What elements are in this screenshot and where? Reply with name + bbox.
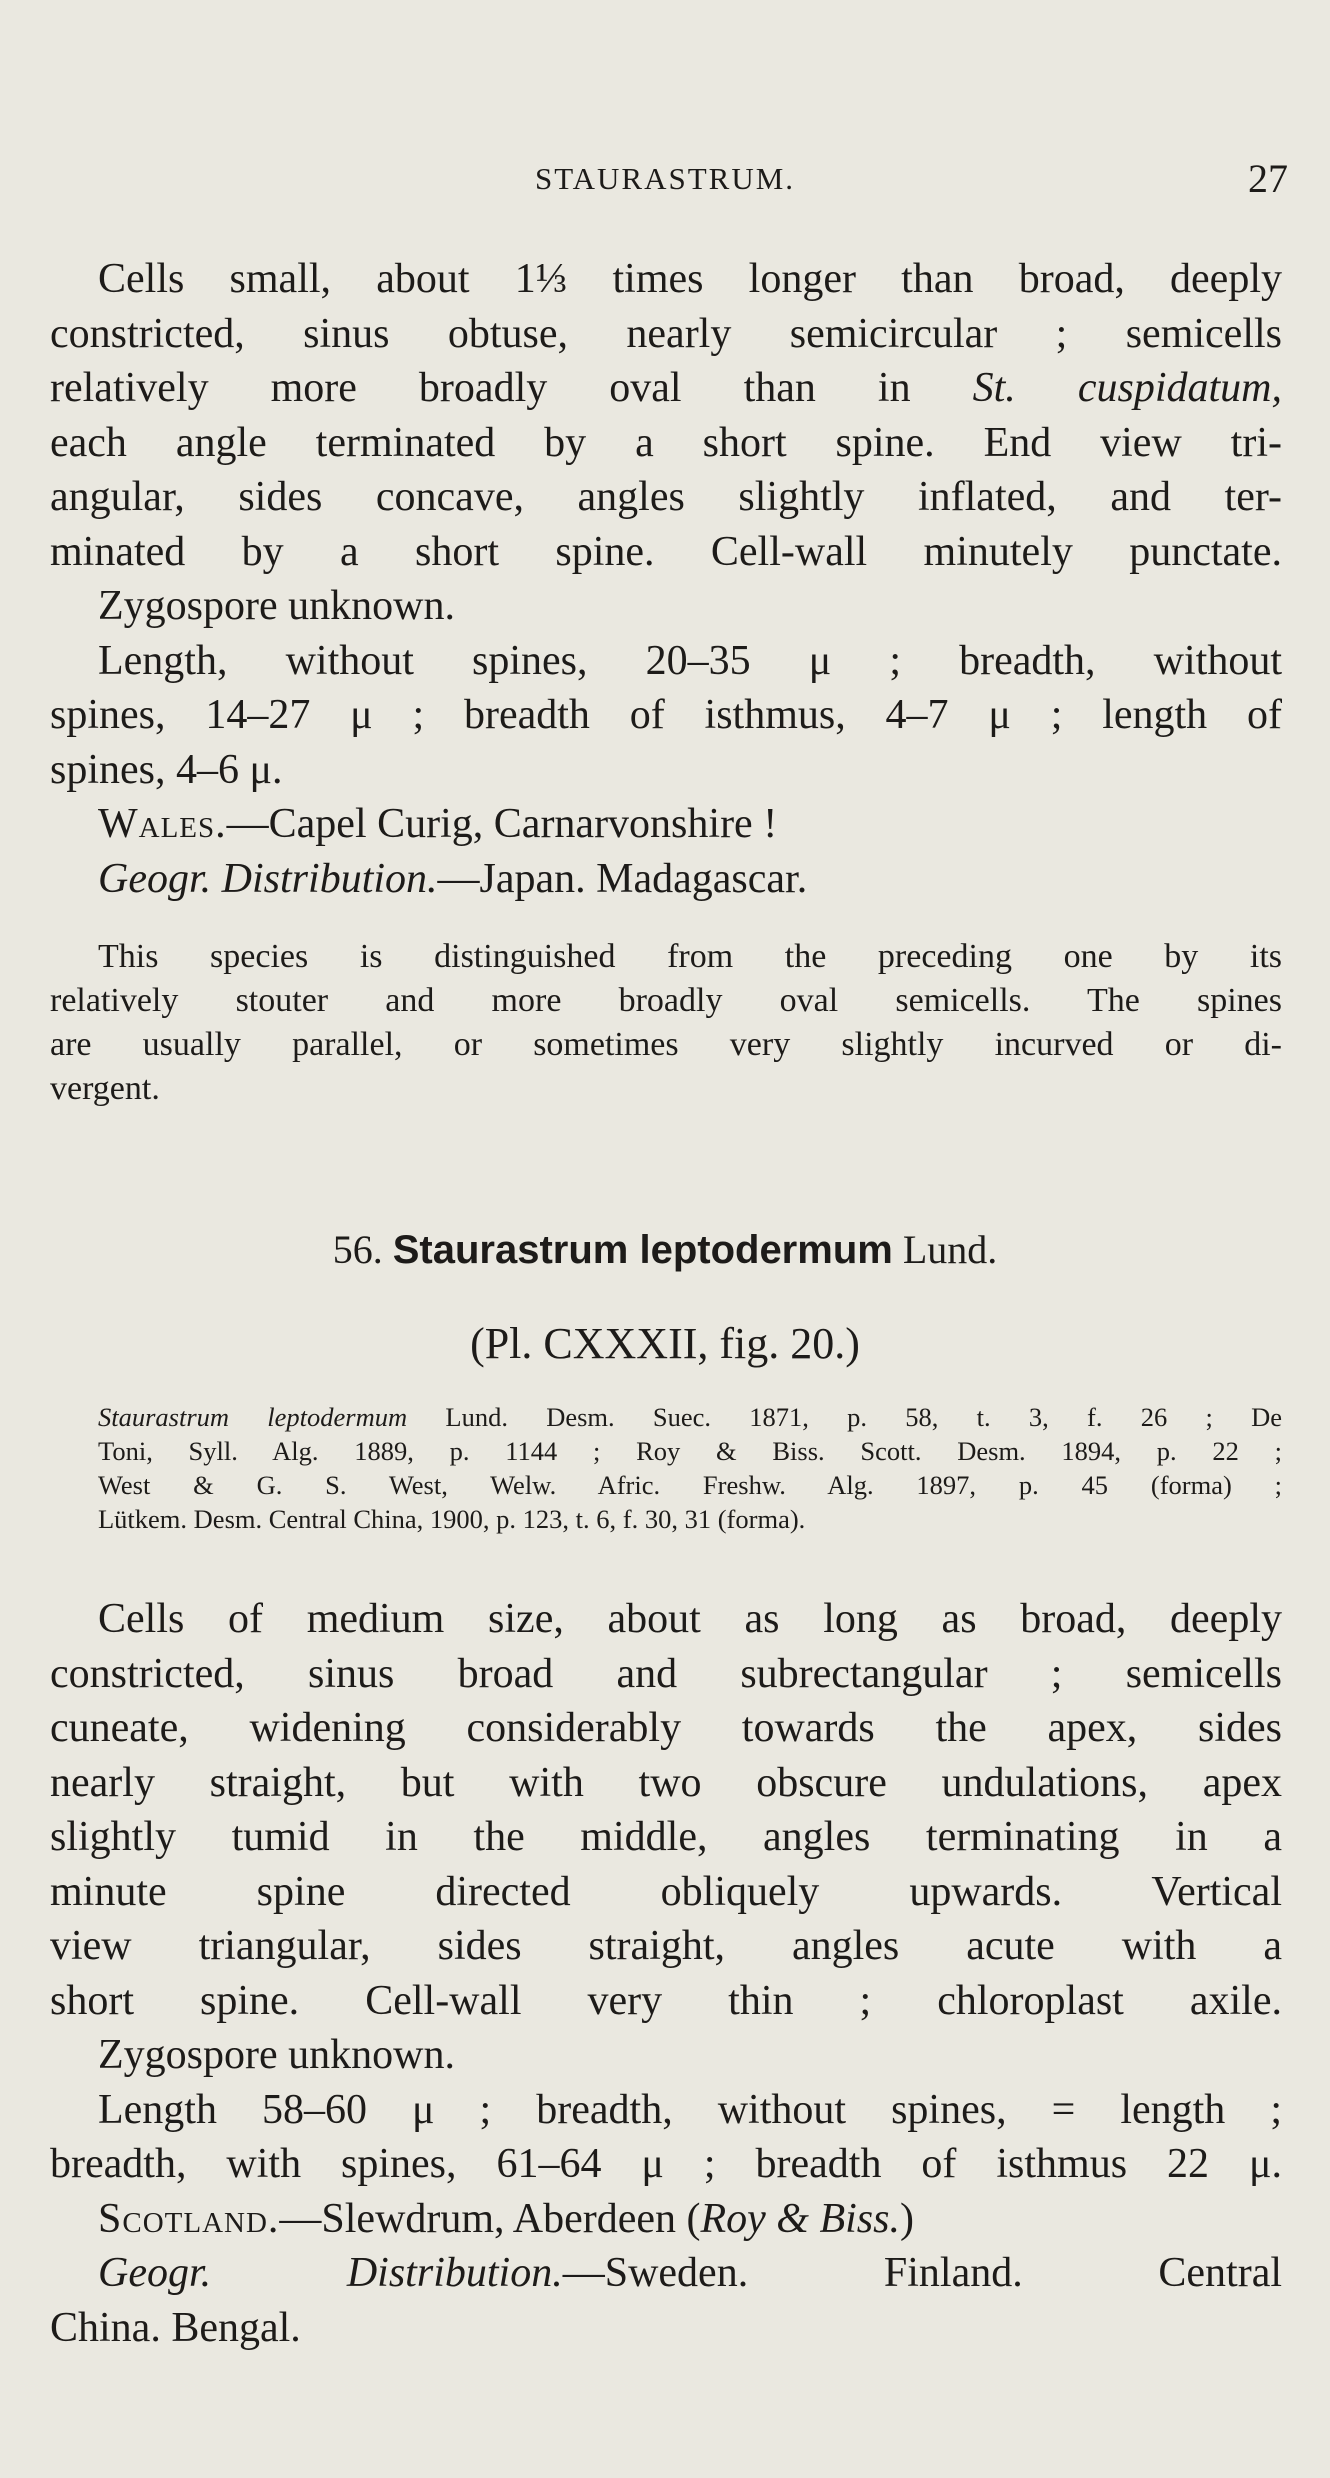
distribution-line: Geogr. Distribution.—Japan. Madagascar. <box>98 855 808 902</box>
species-author: Lund. <box>902 1227 998 1272</box>
distribution-line: China. Bengal. <box>50 2304 301 2351</box>
description-line: slightly tumid in the middle, angles terminating in a <box>50 1814 1282 1860</box>
description-line: minated by a short spine. Cell-wall minutely punctate. <box>50 528 1282 575</box>
plate-reference: (Pl. CXXXII, fig. 20.) <box>470 1319 860 1368</box>
locality-region: Wales. <box>98 801 227 847</box>
description-line: each angle terminated by a short spine. End view tri- <box>50 419 1282 466</box>
measurement-line: Length 58–60 μ ; breadth, without spines, = length ; <box>98 2086 1282 2133</box>
measurement-line: breadth, with spines, 61–64 μ ; breadth of isthmus 22 μ. <box>50 2141 1282 2187</box>
second-description <box>50 1592 1282 2355</box>
running-head <box>0 155 1330 205</box>
references <box>50 1400 1282 1536</box>
distribution-label: Geogr. Distribution. <box>98 2250 563 2296</box>
description-line: angular, sides concave, angles slightly inflated, and ter- <box>50 474 1282 520</box>
species-note <box>50 935 1282 1111</box>
locality-line: Scotland.—Slewdrum, Aberdeen (Roy & Biss.) <box>98 2195 914 2242</box>
description-line: short spine. Cell-wall very thin ; chloroplast axile. <box>50 1977 1282 2024</box>
zygospore-line: Zygospore unknown. <box>98 583 455 629</box>
description-line: cuneate, widening considerably towards the apex, sides <box>50 1705 1282 1751</box>
species-name: Staurastrum leptodermum <box>392 1228 893 1272</box>
locality-region: Scotland. <box>98 2195 280 2242</box>
reference-line: Staurastrum leptodermum Lund. Desm. Suec. 1871, p. 58, t. 3, f. 26 ; De <box>98 1402 1282 1432</box>
reference-line: Lütkem. Desm. Central China, 1900, p. 123, t. 6, f. 30, 31 (forma). <box>98 1504 806 1534</box>
running-title: STAURASTRUM. <box>534 161 796 196</box>
reference-taxon: Staurastrum leptodermum <box>98 1402 408 1432</box>
note-line: vergent. <box>50 1070 160 1107</box>
description-line: constricted, sinus obtuse, nearly semicircular ; semicells <box>50 310 1282 357</box>
reference-line: West & G. S. West, Welw. Afric. Freshw. Alg. 1897, p. 45 (forma) ; <box>98 1470 1282 1500</box>
note-line: are usually parallel, or sometimes very slightly incurved or di- <box>50 1026 1282 1063</box>
distribution-label: Geogr. Distribution. <box>98 855 438 902</box>
zygospore-line: Zygospore unknown. <box>98 2032 455 2078</box>
page-number: 27 <box>1248 156 1288 201</box>
description-line: minute spine directed obliquely upwards. Vertical <box>50 1868 1282 1915</box>
description-line: Cells of medium size, about as long as broad, deeply <box>98 1596 1282 1642</box>
species-number: 56. <box>332 1227 383 1272</box>
first-description <box>50 252 1282 906</box>
description-line: nearly straight, but with two obscure undulations, apex <box>50 1759 1282 1806</box>
description-line: constricted, sinus broad and subrectangular ; semicells <box>50 1650 1282 1697</box>
species-heading <box>0 1226 1330 1273</box>
measurement-line: spines, 14–27 μ ; breadth of isthmus, 4–7 μ ; length of <box>50 692 1282 738</box>
description-line: view triangular, sides straight, angles acute with a <box>50 1923 1282 1969</box>
measurement-line: Length, without spines, 20–35 μ ; breadth, without <box>98 637 1282 684</box>
reference-line: Toni, Syll. Alg. 1889, p. 1144 ; Roy & Biss. Scott. Desm. 1894, p. 22 ; <box>98 1436 1282 1466</box>
description-line: Cells small, about 1⅓ times longer than broad, deeply <box>98 256 1282 302</box>
description-line: relatively more broadly oval than in St. cuspidatum, <box>50 365 1282 411</box>
measurement-line: spines, 4–6 μ. <box>50 746 283 793</box>
note-line: This species is distinguished from the preceding one by its <box>98 938 1282 975</box>
note-line: relatively stouter and more broadly oval semicells. The spines <box>50 982 1282 1019</box>
distribution-line: Geogr. Distribution.—Sweden. Finland. Central <box>98 2250 1283 2296</box>
locality-line: Wales.—Capel Curig, Carnarvonshire ! <box>98 801 778 847</box>
taxon-name: St. cuspidatum, <box>972 365 1282 411</box>
locality-collector: Roy & Biss. <box>700 2195 900 2242</box>
